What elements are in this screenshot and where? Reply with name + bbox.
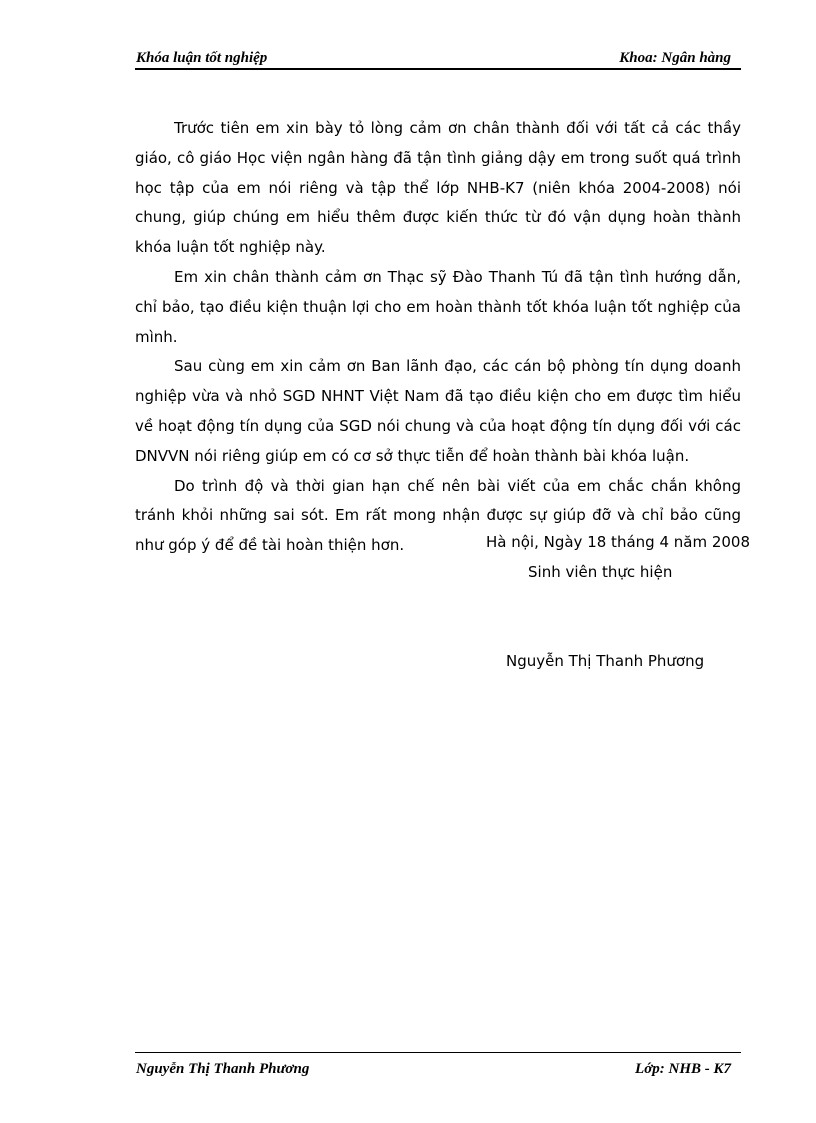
paragraph-thanks-teachers: Trước tiên em xin bày tỏ lòng cảm ơn chân thành đối với tất cả các thầy giáo, cô giáo Học viện ngân hàng đã tận tình giảng dậy em trong suốt quá trình học tập của em nói riêng và tập thể lớp NHB-K7 (niên khóa 2004-2008) nói chung, giúp chúng em hiểu thêm được kiến thức từ đó vận dụng hoàn thành khóa luận tốt nghiệp này. (135, 119, 741, 257)
acknowledgement-body (135, 114, 741, 561)
footer-author: Nguyễn Thị Thanh Phương (136, 1061, 310, 1077)
header-thesis-title: Khóa luận tốt nghiệp (136, 50, 268, 66)
footer-class: Lớp: NHB - K7 (635, 1061, 731, 1077)
header-faculty: Khoa: Ngân hàng (619, 50, 731, 66)
paragraph-closing: Do trình độ và thời gian hạn chế nên bài viết của em chắc chắn không tránh khỏi những sai sót. Em rất mong nhận được sự giúp đỡ và chỉ bảo cũng như góp ý để đề tài hoàn thiện hơn. (135, 476, 741, 555)
signature-date: Hà nội, Ngày 18 tháng 4 năm 2008 (486, 533, 751, 551)
paragraph-thanks-advisor: Em xin chân thành cảm ơn Thạc sỹ Đào Thanh Tú đã tận tình hướng dẫn, chỉ bảo, tạo điều kiện thuận lợi cho em hoàn thành tốt khóa luận tốt nghiệp của mình. (135, 267, 741, 346)
paragraph-thanks-bank: Sau cùng em xin cảm ơn Ban lãnh đạo, các cán bộ phòng tín dụng doanh nghiệp vừa và nhỏ SGD NHNT Việt Nam đã tạo điều kiện cho em được tìm hiểu về hoạt động tín dụng của SGD nói chung và của hoạt động tín dụng đối với các DNVVN nói riêng giúp em có cơ sở thực tiễn để hoàn thành bài khóa luận. (135, 357, 741, 465)
page-footer (135, 1052, 741, 1081)
signature-name: Nguyễn Thị Thanh Phương (506, 652, 705, 670)
page-header (135, 48, 741, 70)
signature-role: Sinh viên thực hiện (528, 563, 673, 581)
